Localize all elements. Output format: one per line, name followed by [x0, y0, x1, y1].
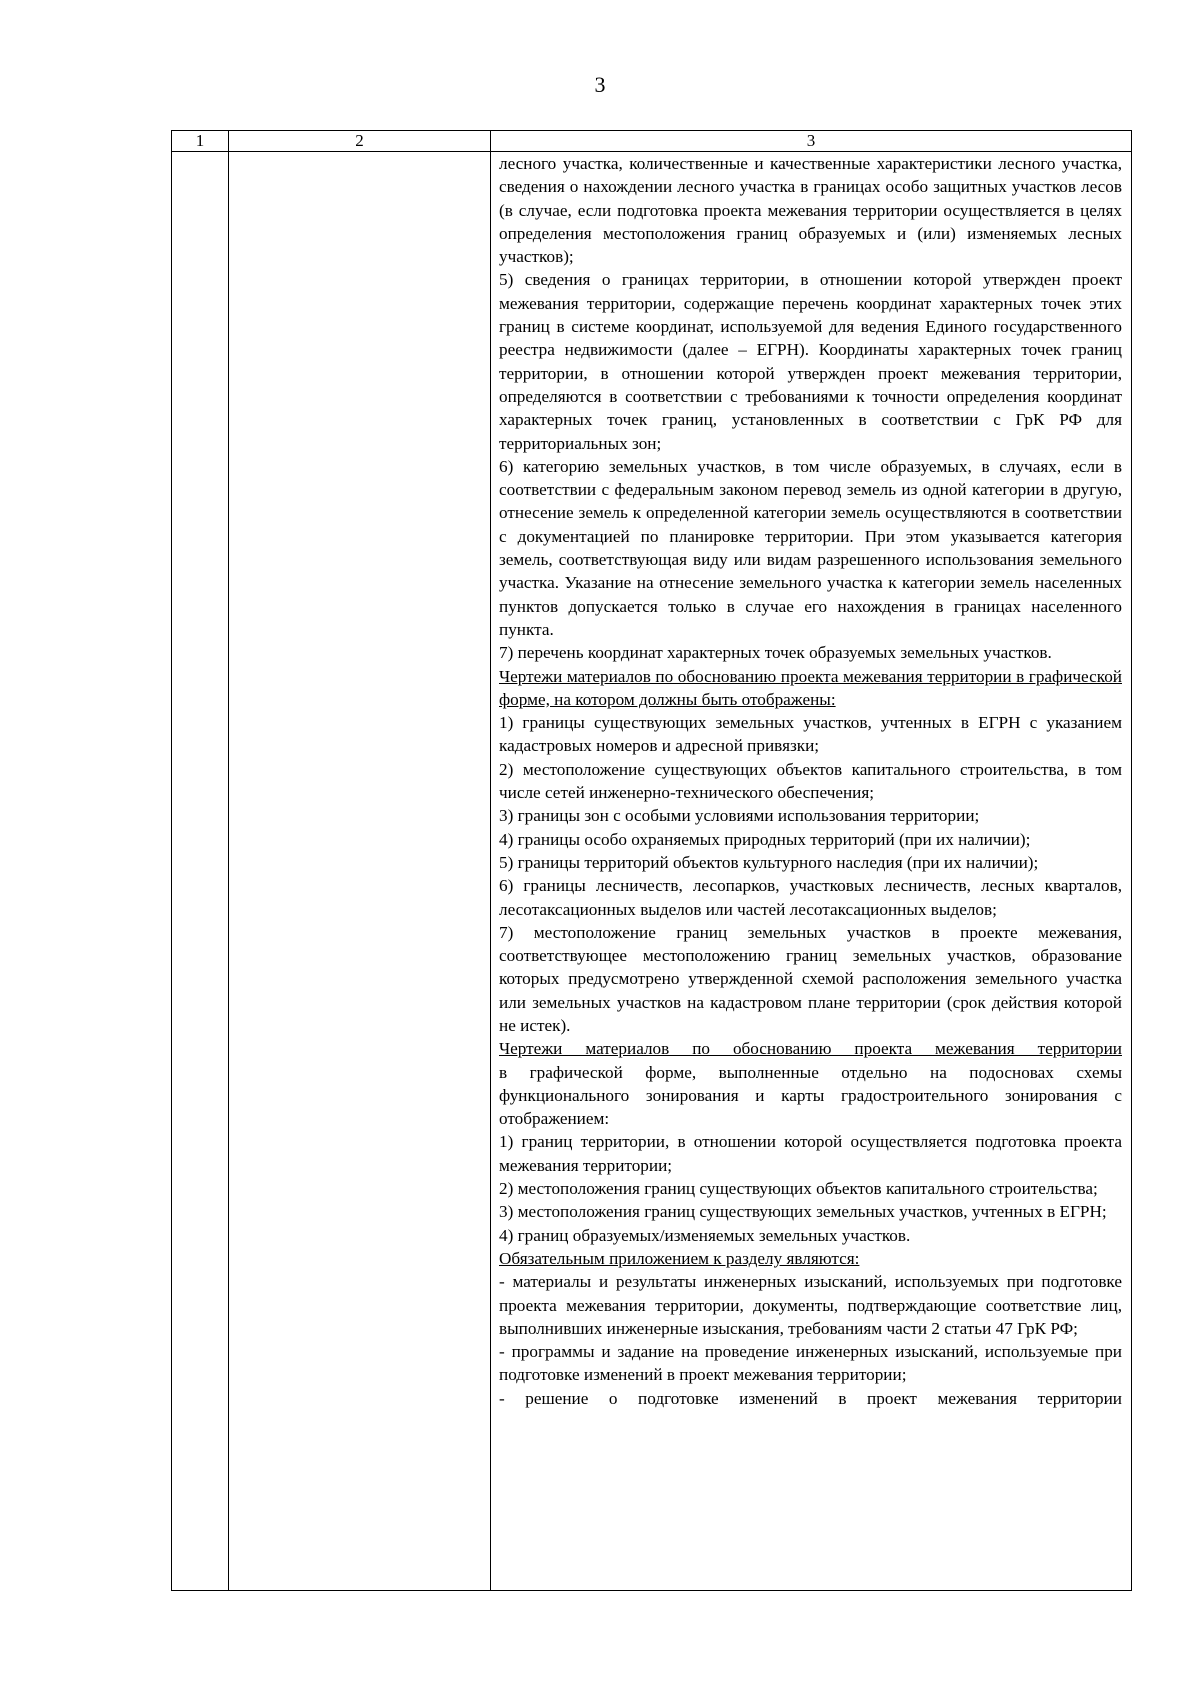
paragraph: в графической форме, выполненные отдельно на подосновах схемы функционального зонирования и карты градостроительного зонирования с отображением:: [499, 1062, 1122, 1129]
page-number: 3: [594, 72, 606, 97]
paragraph: 2) местоположения границ существующих объектов капитального строительства;: [499, 1179, 1098, 1199]
paragraph: 1) границ территории, в отношении которой осуществляется подготовка проекта межевания территории;: [499, 1132, 1122, 1175]
paragraph: 4) границы особо охраняемых природных территорий (при их наличии);: [499, 829, 1031, 849]
paragraph: 3) границы зон с особыми условиями использования территории;: [499, 806, 980, 826]
table-header-row: [172, 131, 1132, 152]
paragraph: 6) категорию земельных участков, в том числе образуемых, в случаях, если в соответствии с федеральным законом перевод земель из одной категории в другую, отнесение земель к определенной категории земель осуществляются в соответствии с документацией по планировке территории. При этом указывается категория земель, соответствующая виду или видам разрешенного использования земельного участка. Указание на отнесение земельного участка к категории земель населенных пунктов допускается только в случае его нахождения в границах населенного пункта.: [499, 456, 1122, 639]
paragraph: 7) перечень координат характерных точек образуемых земельных участков.: [499, 643, 1052, 663]
section-heading: Обязательным приложением к разделу являются:: [499, 1248, 860, 1268]
paragraph: - решение о подготовке изменений в проект межевания территории: [499, 1388, 1122, 1408]
section-heading: Чертежи материалов по обоснованию проекта межевания территории: [499, 1039, 1122, 1059]
paragraph: 5) сведения о границах территории, в отношении которой утвержден проект межевания территории, содержащие перечень координат характерных точек этих границ в системе координат, используемой для ведения Единого государственного реестра недвижимости (далее – ЕГРН). Координаты характерных точек границ территории, в отношении которой утвержден проект межевания территории, определяются в соответствии с требованиями к точности определения координат характерных точек границ, установленных в соответствии с ГрК РФ для территориальных зон;: [499, 270, 1122, 453]
paragraph: 1) границы существующих земельных участков, учтенных в ЕГРН с указанием кадастровых номеров и адресной привязки;: [499, 713, 1122, 756]
column-header-1: 1: [172, 131, 229, 152]
paragraph: - программы и задание на проведение инженерных изысканий, используемые при подготовке изменений в проект межевания территории;: [499, 1342, 1122, 1385]
paragraph: - материалы и результаты инженерных изысканий, используемых при подготовке проекта межевания территории, документы, подтверждающие соответствие лиц, выполнивших инженерные изыскания, требованиям части 2 статьи 47 ГрК РФ;: [499, 1272, 1122, 1338]
column-header-3: 3: [491, 131, 1132, 152]
cell-col-2: [229, 152, 491, 1591]
column-header-2: 2: [229, 131, 491, 152]
table-row: [172, 152, 1132, 1591]
paragraph: 6) границы лесничеств, лесопарков, участковых лесничеств, лесных кварталов, лесотаксационных выделов или частей лесотаксационных выделов;: [499, 876, 1122, 919]
paragraph: 5) границы территорий объектов культурного наследия (при их наличии);: [499, 852, 1039, 872]
paragraph: 2) местоположение существующих объектов капитального строительства, в том числе сетей инженерно-технического обеспечения;: [499, 759, 1122, 803]
section-heading: Чертежи материалов по обоснованию проекта межевания территории в графической форме, на котором должны быть отображены:: [499, 666, 1122, 709]
cell-col-1: [172, 152, 229, 1591]
cell-col-3: [491, 152, 1132, 1591]
requirements-table: [171, 130, 1132, 1591]
paragraph: лесного участка, количественные и качественные характеристики лесного участка, сведения о нахождении лесного участка в границах особо защитных участков лесов (в случае, если подготовка проекта межевания территории осуществляется в целях определения местоположения границ образуемых и (или) изменяемых лесных участков);: [499, 154, 1122, 267]
paragraph: 4) границ образуемых/изменяемых земельных участков.: [499, 1225, 911, 1245]
paragraph: 3) местоположения границ существующих земельных участков, учтенных в ЕГРН;: [499, 1202, 1107, 1222]
paragraph: 7) местоположение границ земельных участков в проекте межевания, соответствующее местоположению границ земельных участков, образование которых предусмотрено утвержденной схемой расположения земельного участка или земельных участков на кадастровом плане территории (срок действия которой не истек).: [499, 922, 1122, 1035]
